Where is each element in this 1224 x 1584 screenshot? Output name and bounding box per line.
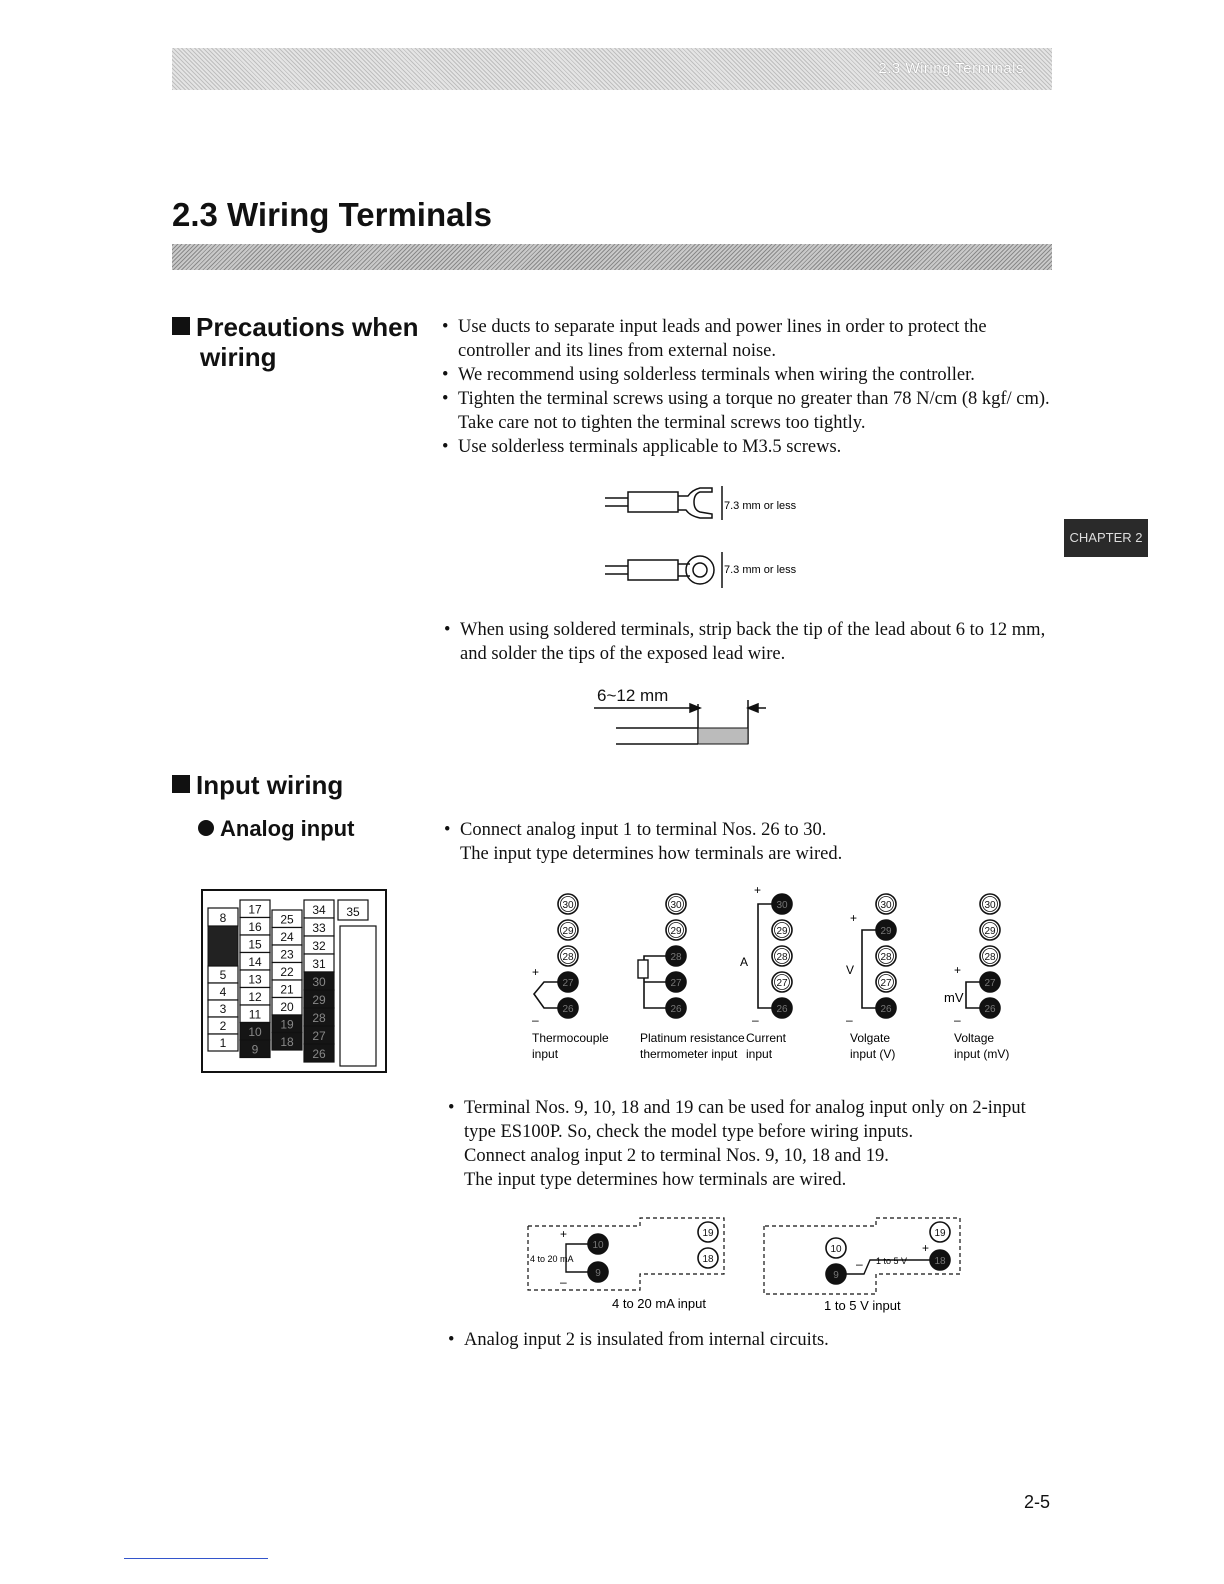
- terminal-number: 31: [312, 957, 326, 971]
- terminal-circle-number: 29: [880, 926, 892, 937]
- minus-sign: –: [846, 1013, 853, 1027]
- page-number: 2-5: [1024, 1492, 1051, 1512]
- terminal-circle-number: 29: [562, 926, 574, 937]
- analog-input2-wiring-diagram: [520, 1212, 980, 1320]
- ring-terminal-figure: [605, 552, 722, 588]
- terminal-number: 29: [312, 993, 326, 1007]
- terminal-number: 13: [248, 972, 262, 987]
- list-item: • Use solderless terminals applicable to M3.5 screws.: [442, 435, 1054, 459]
- input-type-label: Platinum resistance: [640, 1031, 745, 1045]
- terminal-number: 1: [219, 1036, 227, 1050]
- terminal-circle-number: 30: [880, 900, 892, 911]
- plus-sign: +: [560, 1227, 568, 1241]
- terminal-number: 16: [248, 920, 262, 934]
- minus-sign: –: [752, 1013, 759, 1027]
- terminal-number: 15: [248, 937, 262, 952]
- input-type-label-line2: thermometer input: [640, 1047, 738, 1061]
- terminal-number: 5: [219, 968, 227, 982]
- terminal-number: 18: [280, 1035, 294, 1049]
- terminal-number: 25: [280, 912, 294, 927]
- input-type-label-line2: input: [746, 1047, 773, 1061]
- terminal-number: 34: [312, 903, 326, 917]
- list-item: • When using soldered terminals, strip back the tip of the lead about 6 to 12 mm, and solder the tips of the exposed lead wire.: [444, 618, 1056, 666]
- list-item: • Tighten the terminal screws using a torque no greater than 78 N/cm (8 kgf/ cm). Take care not to tighten the terminal screws too tightly.: [442, 387, 1054, 435]
- terminal-circle-number: 18: [702, 1254, 714, 1265]
- voltage-input-label: 1 to 5 V input: [824, 1298, 901, 1313]
- running-header: [172, 48, 1052, 90]
- analog-input-heading-text: Analog input: [220, 816, 355, 841]
- terminal-number: 28: [312, 1011, 326, 1025]
- input-type-label: Current: [746, 1031, 787, 1045]
- input2-line4: The input type determines how terminals are wired.: [464, 1170, 847, 1190]
- terminal-circle-number: 28: [562, 952, 574, 963]
- fork-terminal-figure: [605, 486, 722, 520]
- analog-input1-wiring-diagram: [520, 884, 1040, 1070]
- terminal-circle-number: 19: [702, 1228, 714, 1239]
- terminal-number: 2: [219, 1019, 227, 1033]
- terminal-number: 3: [219, 1002, 227, 1016]
- terminal-number: 26: [312, 1047, 326, 1061]
- terminal-circle-number: 18: [934, 1256, 946, 1267]
- wire: [966, 982, 980, 1008]
- list-item: [448, 1096, 1060, 1192]
- running-header-title: 2.3 Wiring Terminals: [878, 60, 1024, 77]
- terminal-circle-number: 28: [776, 952, 788, 963]
- wire: [758, 904, 772, 1008]
- terminal-number: 27: [312, 1029, 326, 1043]
- terminal-circle-number: 28: [670, 952, 682, 963]
- input2-line2: type ES100P. So, check the model type before wiring inputs.: [464, 1122, 914, 1142]
- terminal-circle-number: 26: [670, 1004, 682, 1015]
- terminal-number: 14: [248, 955, 262, 969]
- terminal-cover: [340, 926, 376, 1066]
- input-type-label: Thermocouple: [532, 1031, 609, 1045]
- minus-sign: –: [532, 1013, 539, 1027]
- terminal-circle-number: 29: [984, 926, 996, 937]
- terminal-number: 12: [248, 990, 262, 1004]
- input-type-label: Volgate: [850, 1031, 891, 1045]
- precautions-heading-line1: Precautions when: [196, 312, 419, 342]
- terminal-circle-number: 9: [595, 1268, 601, 1279]
- input-type-label-line2: input (mV): [954, 1047, 1010, 1061]
- terminal-circle-number: 27: [562, 978, 574, 989]
- terminal-number: 17: [248, 902, 262, 917]
- terminal-circle-number: 26: [776, 1004, 788, 1015]
- voltage-range-label: 1 to 5 V: [876, 1256, 908, 1266]
- precautions-heading: [172, 312, 419, 372]
- square-bullet-icon: [172, 775, 190, 793]
- terminal-circle-number: 26: [562, 1004, 574, 1015]
- analog-input1-list: [444, 818, 1056, 866]
- minus-sign: –: [856, 1257, 863, 1271]
- analog-input2-list: [448, 1096, 1060, 1192]
- dot-bullet-icon: [198, 820, 214, 836]
- plus-sign: +: [850, 911, 858, 925]
- list-item: • We recommend using solderless terminals when wiring the controller.: [442, 363, 1054, 387]
- plus-sign: +: [922, 1241, 930, 1255]
- terminal-block-diagram: [200, 888, 390, 1074]
- terminal-circle-number: 28: [880, 952, 892, 963]
- input-wiring-heading-text: Input wiring: [196, 770, 344, 800]
- input2-line3: Connect analog input 2 to terminal Nos. 9, 10, 18 and 19.: [464, 1146, 889, 1166]
- terminal-circle-number: 30: [670, 900, 682, 911]
- list-item: • Use ducts to separate input leads and power lines in order to protect the controller and its lines from external noise.: [442, 315, 1054, 363]
- analog-input-heading: [198, 816, 354, 842]
- current-range-label: 4 to 20 mA: [530, 1254, 574, 1264]
- terminal-circle-number: 10: [830, 1244, 842, 1255]
- terminal-circle-number: 28: [984, 952, 996, 963]
- square-bullet-icon: [172, 317, 190, 335]
- terminal-circle-number: 27: [984, 978, 996, 989]
- terminal-circle-number: 27: [880, 978, 892, 989]
- strip-length-label: 6~12 mm: [597, 686, 669, 705]
- input-wiring-heading: [172, 770, 343, 800]
- title-rule: [172, 244, 1052, 270]
- terminal-number: 22: [280, 965, 294, 979]
- input-type-label-line2: input (V): [850, 1047, 896, 1061]
- terminal-circle-number: 9: [833, 1270, 839, 1281]
- terminal-circle-number: 27: [776, 978, 788, 989]
- input-type-label-line2: input: [532, 1047, 559, 1061]
- terminal-circle-number: 27: [670, 978, 682, 989]
- terminal-number: 20: [280, 1000, 294, 1014]
- terminal-number: 35: [346, 905, 360, 919]
- page-title: 2.3 Wiring Terminals: [172, 196, 493, 233]
- chapter-tab: CHAPTER 2: [1064, 519, 1148, 557]
- input-type-label: Voltage: [954, 1031, 995, 1045]
- wire: [534, 982, 558, 1008]
- terminal-number: 4: [219, 985, 227, 999]
- terminal-number: 19: [280, 1017, 294, 1032]
- input2-line1: Terminal Nos. 9, 10, 18 and 19 can be used for analog input only on 2-input: [464, 1098, 1026, 1118]
- soldered-list: [444, 618, 1056, 666]
- terminal-dim-label-ring: 7.3 mm or less: [724, 564, 797, 576]
- terminal-circle-number: 29: [776, 926, 788, 937]
- plus-sign: +: [754, 884, 762, 897]
- terminal-number: 24: [280, 930, 294, 944]
- minus-sign: –: [560, 1275, 567, 1289]
- display-window: [208, 926, 238, 966]
- terminal-number: 33: [312, 921, 326, 935]
- terminal-circle-number: 30: [562, 900, 574, 911]
- precautions-heading-line2: wiring: [200, 342, 277, 372]
- millivolt-symbol: mV: [944, 990, 964, 1005]
- volt-symbol: V: [846, 963, 855, 977]
- analog-input1-line2: The input type determines how terminals are wired.: [460, 844, 843, 864]
- precautions-list: [442, 315, 1054, 459]
- solderless-terminal-diagram: [600, 484, 820, 594]
- terminal-number: 32: [312, 939, 326, 953]
- terminal-number: 10: [248, 1025, 262, 1039]
- terminal-circle-number: 26: [880, 1004, 892, 1015]
- terminal-circle-number: 26: [984, 1004, 996, 1015]
- resistor: [638, 960, 648, 978]
- current-input-label: 4 to 20 mA input: [612, 1296, 706, 1311]
- terminal-circle-number: 30: [776, 900, 788, 911]
- wire: [862, 930, 876, 1008]
- list-item: • Analog input 2 is insulated from internal circuits.: [448, 1328, 1060, 1352]
- plus-sign: +: [954, 963, 962, 977]
- terminal-circle-number: 29: [670, 926, 682, 937]
- insulation-note-list: [448, 1328, 1060, 1352]
- terminal-number: 30: [312, 975, 326, 989]
- terminal-number: 8: [219, 911, 227, 925]
- terminal-circle-number: 10: [592, 1240, 604, 1251]
- plus-sign: +: [532, 965, 540, 979]
- terminal-circle-number: 30: [984, 900, 996, 911]
- terminal-number: 23: [280, 947, 294, 962]
- analog-input1-line1: Connect analog input 1 to terminal Nos. 26 to 30.: [460, 820, 827, 840]
- terminal-circle-number: 19: [934, 1228, 946, 1239]
- current-symbol: A: [740, 955, 749, 969]
- terminal-number: 11: [248, 1007, 262, 1022]
- strip-length-diagram: [594, 700, 774, 750]
- list-item: [444, 818, 1056, 866]
- terminal-dim-label: 7.3 mm or less: [724, 500, 797, 512]
- minus-sign: –: [954, 1013, 961, 1027]
- terminal-number: 9: [251, 1042, 259, 1057]
- terminal-number: 21: [280, 982, 294, 997]
- footer-rule: [124, 1558, 268, 1559]
